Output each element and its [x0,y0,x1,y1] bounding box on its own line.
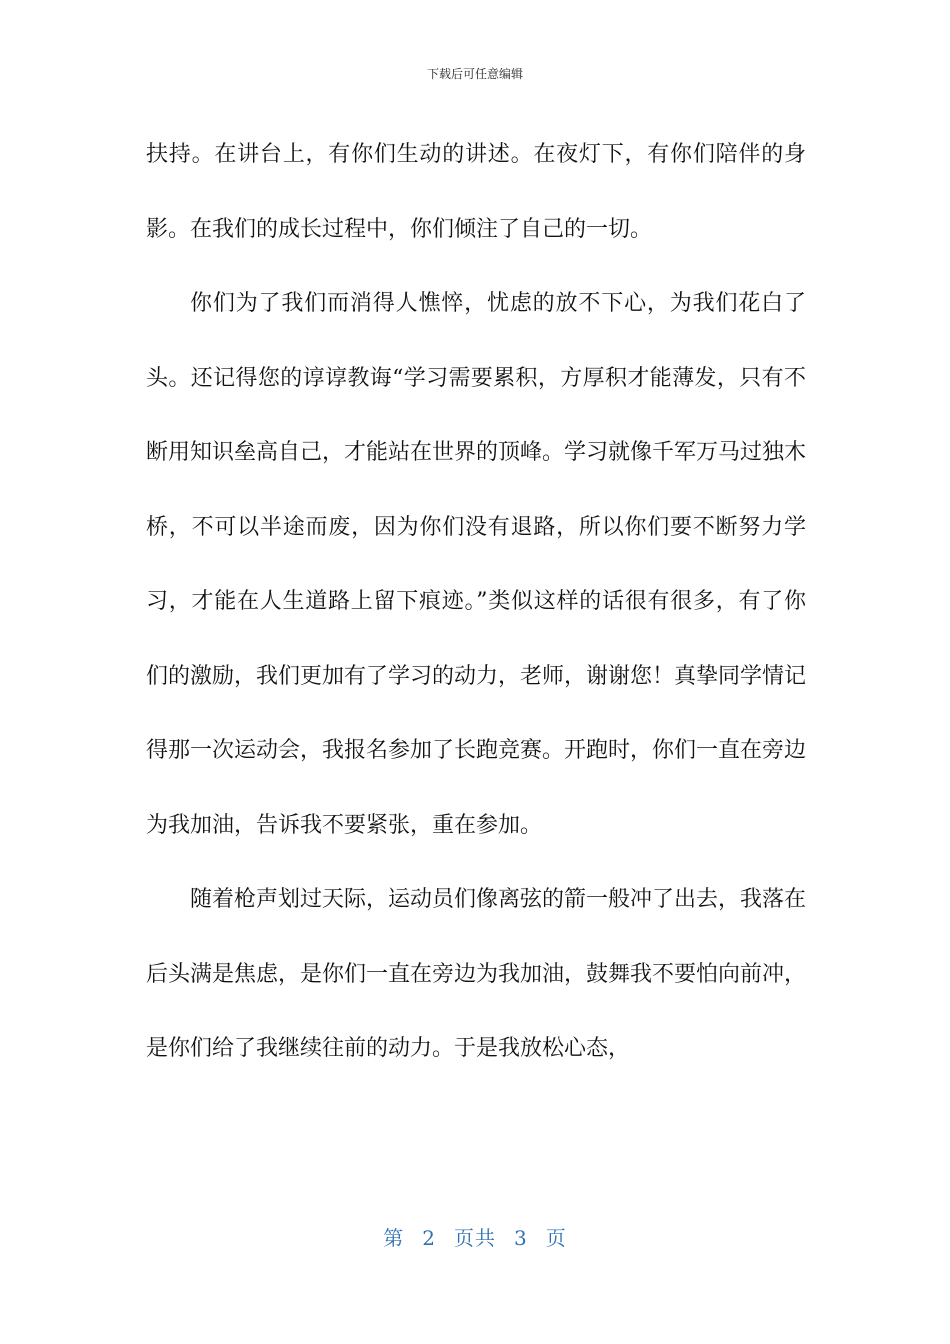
footer-page-suffix: 页 [545,1226,567,1250]
page-header [0,66,950,82]
footer-total-pages: 3 [514,1226,528,1250]
footer-current-page: 2 [422,1226,436,1250]
page-footer [0,1224,950,1252]
paragraph-3: 随着枪声划过天际，运动员们像离弦的箭一般冲了出去，我落在后头满是焦虑，是你们一直在旁边为我加油，鼓舞我不要怕向前冲，是你们给了我继续往前的动力。于是我放松心态， [146,887,807,1061]
paragraph-1: 扶持。在讲台上，有你们生动的讲述。在夜灯下，有你们陪伴的身影。在我们的成长过程中，你们倾注了自己的一切。 [146,142,806,242]
footer-page-middle: 页共 [454,1226,496,1250]
header-text: 下载后可任意编辑 [426,67,523,81]
footer-page-prefix: 第 [383,1226,405,1250]
document-body [146,118,806,1087]
paragraph-2: 你们为了我们而消得人憔悴，忧虑的放不下心，为我们花白了头。还记得您的谆谆教诲“学习需要累积，方厚积才能薄发，只有不断用知识垒高自己，才能站在世界的顶峰。学习就像千军万马过独木桥，不可以半途而废，因为你们没有退路，所以你们要不断努力学习，才能在人生道路上留下痕迹。”类似这样的话很有很多，有了你们的激励，我们更加有了学习的动力，老师，谢谢您！真挚同学情记得那一次运动会，我报名参加了长跑竞赛。开跑时，你们一直在旁边为我加油，告诉我不要紧张，重在参加。 [146,291,807,838]
